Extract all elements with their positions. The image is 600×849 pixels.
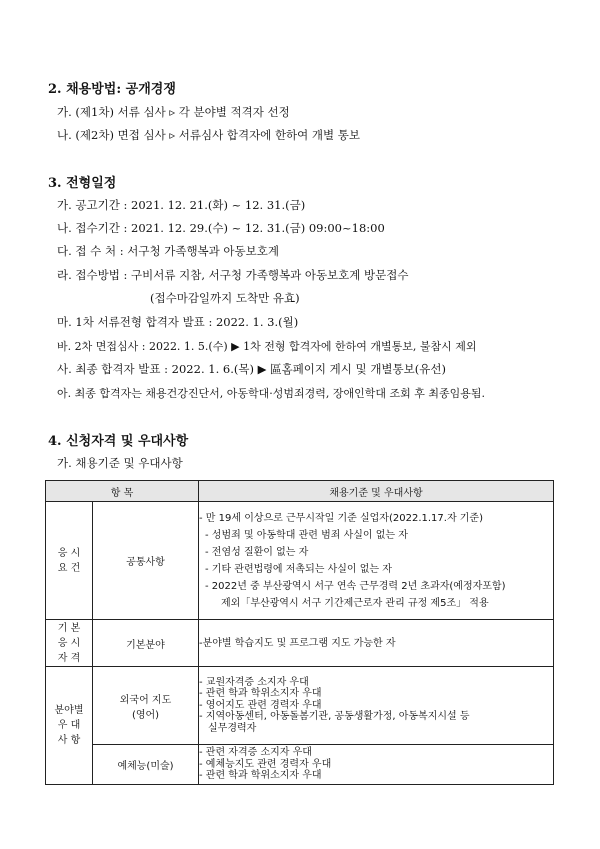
category-cell <box>46 502 93 620</box>
criteria-item: - 교원자격증 소지자 우대 <box>199 676 309 688</box>
section-2-title: 2. 채용방법: 공개경쟁 <box>48 82 176 97</box>
subcategory-cell <box>93 667 199 745</box>
criteria-cell <box>199 620 554 667</box>
criteria-item: - 전염성 질환이 없는 자 <box>205 546 309 558</box>
subcategory-label: 외국어 지도 (영어) <box>119 694 172 721</box>
schedule-item: 가. 공고기간 : 2021. 12. 21.(화) ~ 12. 31.(금) <box>57 198 306 212</box>
category-cell <box>46 667 93 785</box>
criteria-item: - 2022년 중 부산광역시 서구 연속 근무경력 2년 초과자(예정자포함) <box>205 580 506 592</box>
schedule-item: 마. 1차 서류전형 합격자 발표 : 2022. 1. 3.(월) <box>57 315 299 329</box>
header-criteria: 채용기준 및 우대사항 <box>199 481 554 502</box>
criteria-item: - 관련 학과 학위소지자 우대 <box>199 770 322 782</box>
header-item: 항 목 <box>46 481 199 502</box>
subcategory-cell <box>93 502 199 620</box>
table-row <box>46 745 554 785</box>
criteria-item: - 성범죄 및 아동학대 관련 범죄 사실이 없는 자 <box>205 529 408 541</box>
subcategory-cell <box>93 620 199 667</box>
schedule-item: 다. 접 수 처 : 서구청 가족행복과 아동보호계 <box>57 244 279 258</box>
criteria-item: - 기타 관련법령에 저촉되는 사실이 없는 자 <box>205 563 392 575</box>
criteria-item: - 관련 학과 학위소지자 우대 <box>199 688 322 700</box>
subcategory-label: 기본분야 <box>126 639 165 651</box>
criteria-cell <box>199 745 554 785</box>
section-2-item: 나. (제2차) 면접 심사 ▹ 서류심사 합격자에 한하여 개별 통보 <box>57 128 361 142</box>
subcategory-label: 예체능(미술) <box>117 761 174 772</box>
criteria-item: -분야별 학습지도 및 프로그램 지도 가능한 자 <box>199 637 396 649</box>
criteria-cell <box>199 502 554 620</box>
criteria-item: - 관련 자격증 소지자 우대 <box>199 747 312 759</box>
table-header-row <box>46 481 554 502</box>
criteria-cell <box>199 667 554 745</box>
criteria-item: - 만 19세 이상으로 근무시작일 기준 실업자(2022.1.17.자 기준) <box>199 512 483 524</box>
section-4-item: 가. 채용기준 및 우대사항 <box>57 456 183 470</box>
criteria-item: - 지역아동센터, 아동돌봄기관, 공동생활가정, 아동복지시설 등 <box>199 711 470 723</box>
subcategory-cell <box>93 745 199 785</box>
schedule-item: 라. 접수방법 : 구비서류 지참, 서구청 가족행복과 아동보호계 방문접수 <box>57 268 409 282</box>
schedule-item: 사. 최종 합격자 발표 : 2022. 1. 6.(목) ▶ 區홈페이지 게시 및 개별통보(유선) <box>57 362 446 376</box>
category-cell <box>46 620 93 667</box>
section-2-item: 가. (제1차) 서류 심사 ▹ 각 분야별 적격자 선정 <box>57 105 290 119</box>
category-label: 분야별 우 대 사 항 <box>54 705 84 746</box>
schedule-item: 바. 2차 면접심사 : 2022. 1. 5.(수) ▶ 1차 전형 합격자에 한하여 개별통보, 불참시 제외 <box>57 340 477 353</box>
criteria-item: 제외「부산광역시 서구 기간제근로자 관리 규정 제5조」 적용 <box>221 597 489 609</box>
schedule-item: 나. 접수기간 : 2021. 12. 29.(수) ~ 12. 31.(금) 09:00~18:00 <box>57 221 385 235</box>
section-4-title: 4. 신청자격 및 우대사항 <box>48 434 189 449</box>
criteria-item: - 예체능지도 관련 경력자 우대 <box>199 758 332 770</box>
section-3-title: 3. 전형일정 <box>48 176 117 191</box>
table-row <box>46 620 554 667</box>
criteria-table <box>45 480 554 785</box>
schedule-item-note: (접수마감일까지 도착만 유효) <box>150 291 300 305</box>
subcategory-label: 공통사항 <box>126 557 165 568</box>
table-row <box>46 502 554 620</box>
category-label: 기 본 응 시 자 격 <box>57 622 81 664</box>
category-label: 응 시 요 건 <box>57 547 81 574</box>
criteria-item: - 영어지도 관련 경력자 우대 <box>199 699 322 711</box>
criteria-item: 실무경력자 <box>208 722 257 734</box>
table-row <box>46 667 554 745</box>
schedule-item: 아. 최종 합격자는 채용건강진단서, 아동학대·성범죄경력, 장애인학대 조회 후 최종임용됨. <box>57 387 485 400</box>
